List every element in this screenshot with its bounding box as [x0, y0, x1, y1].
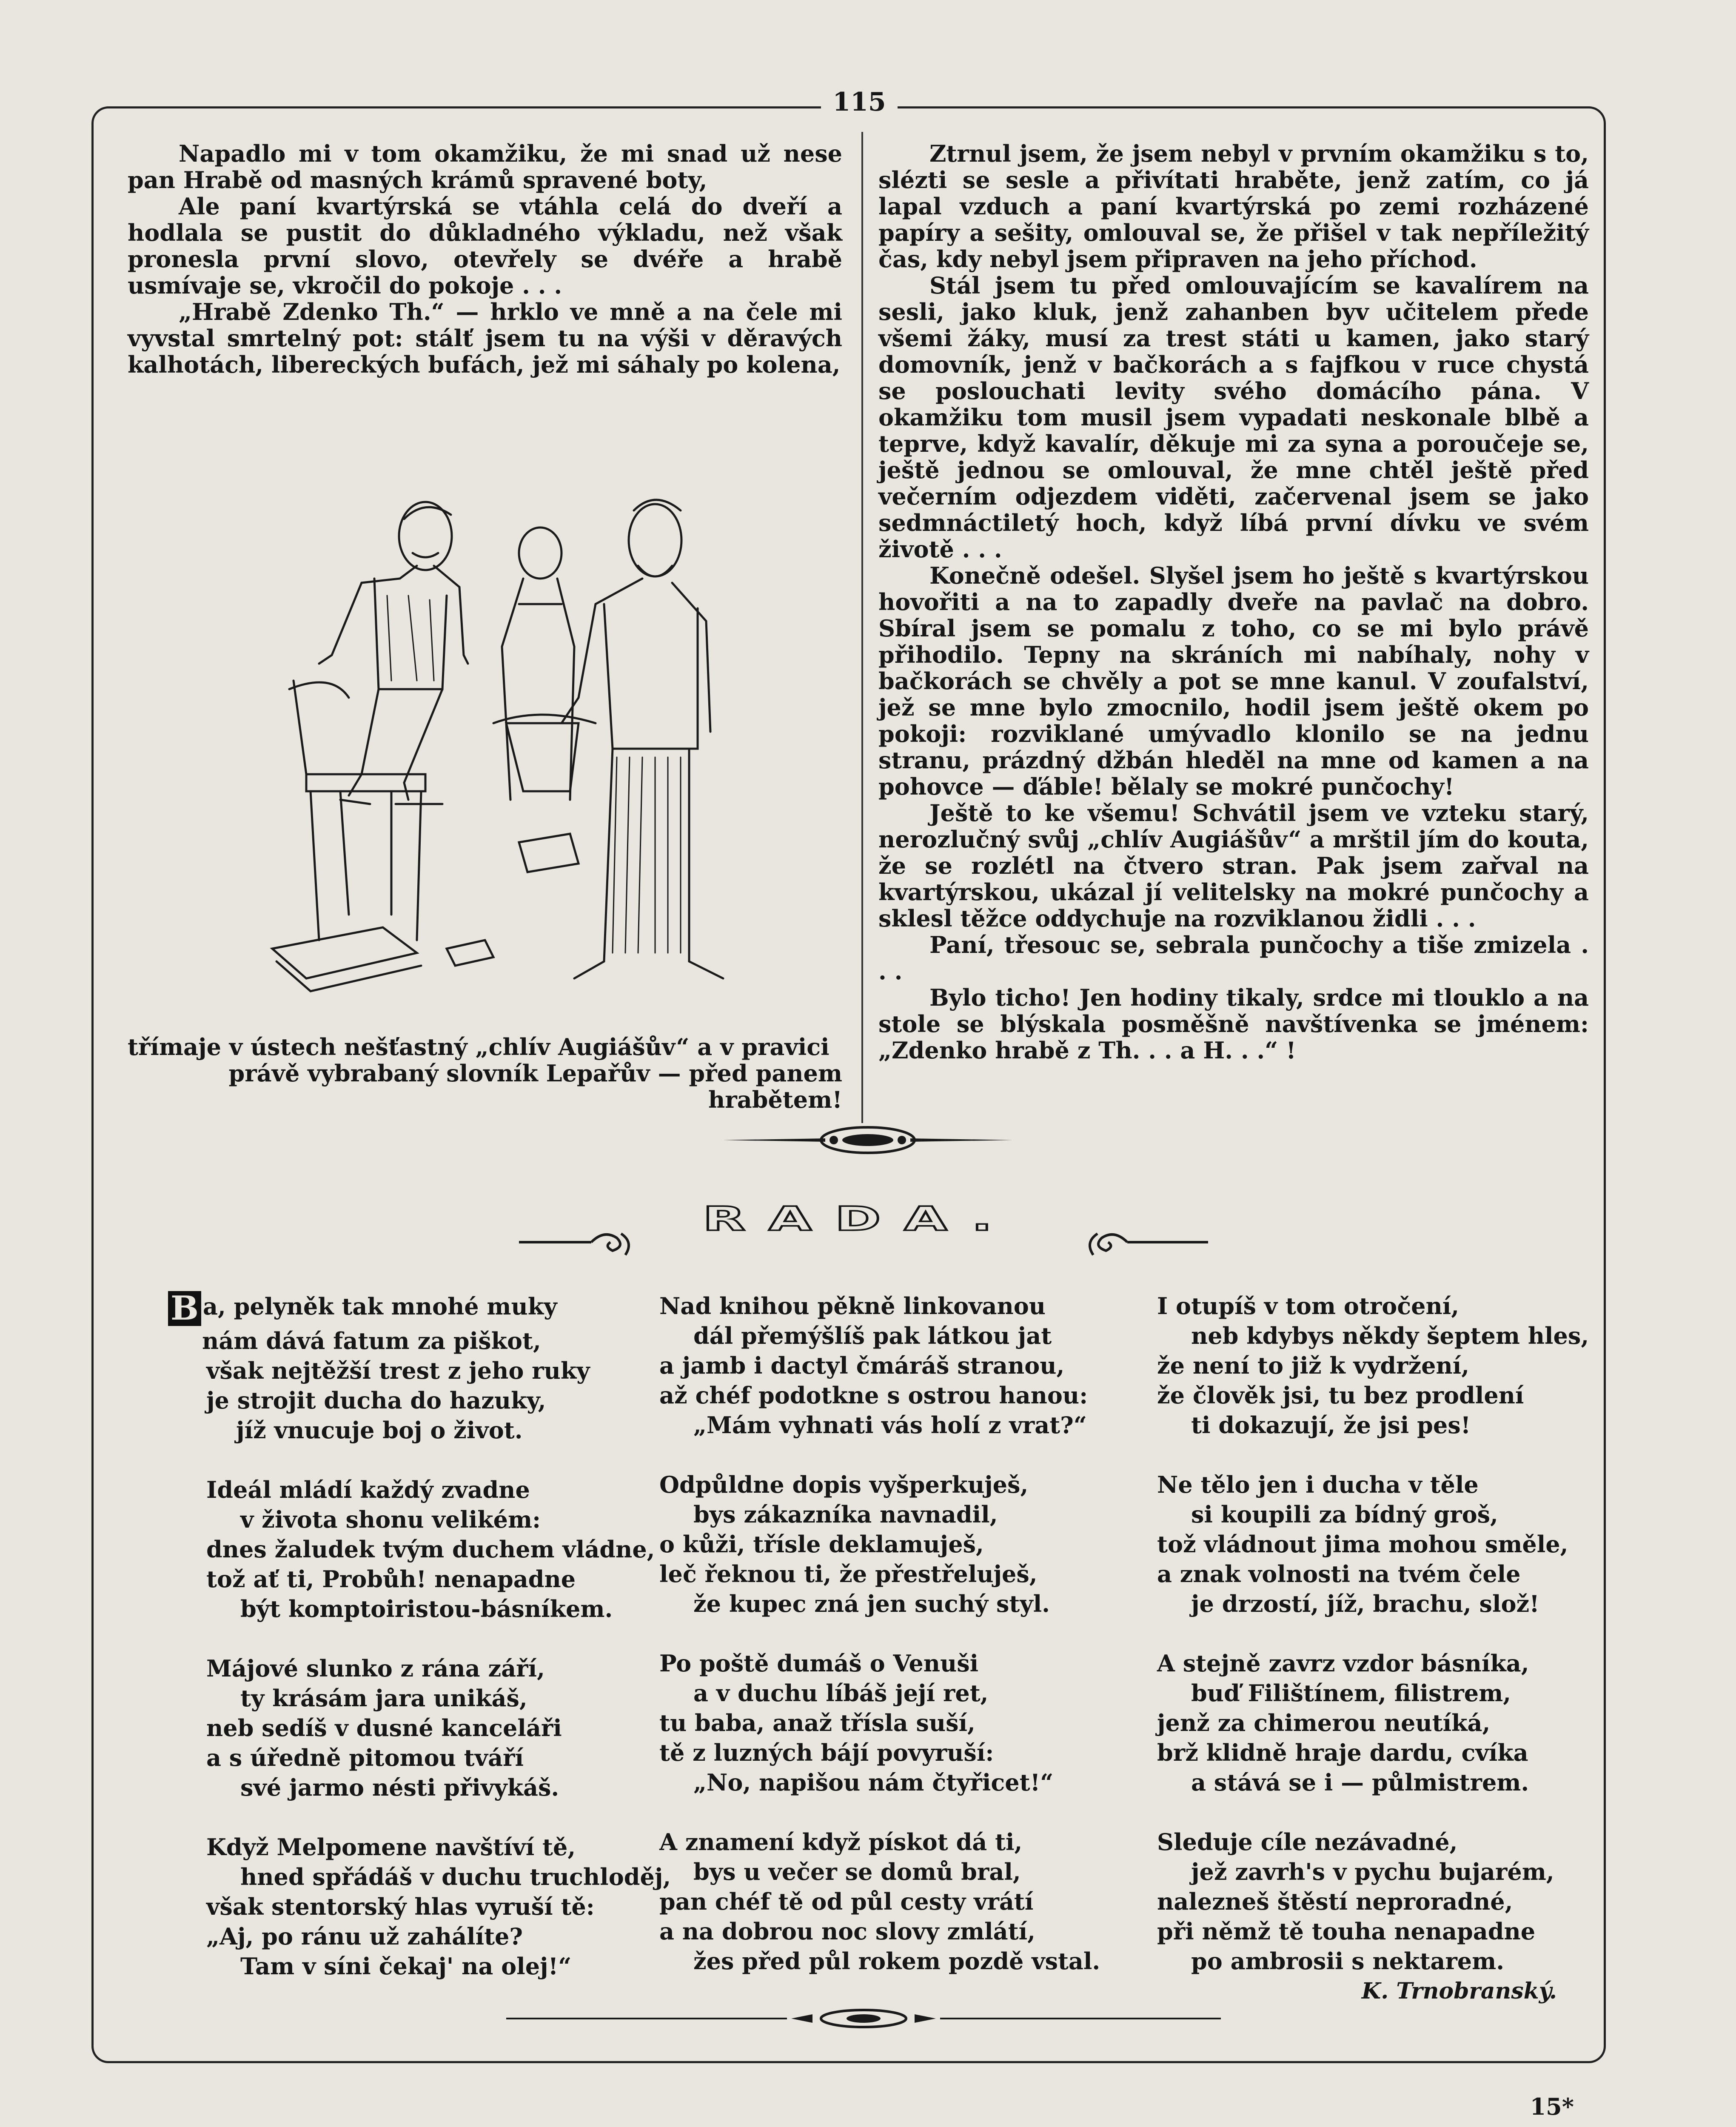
verse-line: brž klidně hraje dardu, cvíka	[1157, 1739, 1528, 1766]
verse-line: a s úředně pitomou tváří	[206, 1744, 524, 1771]
verse-line: a jamb i dactyl čmáráš stranou,	[659, 1352, 1065, 1379]
verse-line: žes před půl rokem pozdě vstal.	[693, 1947, 1100, 1975]
paragraph: Konečně odešel. Slyšel jsem ho ještě s kvartýrskou hovořiti a na to zapadly dveře na pavlač na dobro. Sbíral jsem se pomalu z toho, co se mi bylo právě přihodilo. Tepny na skráních mi nabíhaly, nohy v bačkorách se chvěly a pot se mne kanul. V zoufalství, jež se mne bylo zmocnilo, hodil jsem ještě okem po pokoji: rozviklané umývadlo klonilo se na jednu stranu, prázdný džbán hleděl na mne od kamen a na pohovce — ďáble! bělaly se mokré punčochy!	[878, 562, 1589, 800]
verse-line: Ne tělo jen i ducha v těle	[1157, 1471, 1479, 1498]
drop-cap: B	[168, 1291, 201, 1326]
verse-line: ty krásám jara unikáš,	[240, 1685, 527, 1712]
verse-line: si koupili za bídný groš,	[1191, 1501, 1498, 1528]
verse-line: dnes žaludek tvým duchem vládne,	[206, 1536, 655, 1563]
verse-line: neb kdybys někdy šeptem hles,	[1191, 1322, 1589, 1349]
verse-line: A stejně zavrz vzdor básníka,	[1157, 1650, 1529, 1677]
verse-line	[168, 1291, 671, 1326]
verse-line: při němž tě touha nenapadne	[1157, 1918, 1536, 1945]
left-column	[128, 140, 842, 378]
stanza	[168, 1832, 671, 1981]
stanza	[1157, 1827, 1589, 1976]
stanza	[1157, 1648, 1589, 1797]
verse-line: tož vládnout jima mohou směle,	[1157, 1531, 1568, 1558]
verse-line: že není to již k vydržení,	[1157, 1352, 1470, 1379]
stanza	[659, 1470, 1100, 1619]
paragraph: Napadlo mi v tom okamžiku, že mi snad už nese pan Hrabě od masných krámů spravené boty,	[128, 140, 842, 194]
verse-line: své jarmo nésti přivykáš.	[240, 1774, 559, 1801]
signature-mark: 15*	[1530, 2093, 1574, 2120]
verse-line: však stentorský hlas vyruší tě:	[206, 1893, 595, 1920]
page-number: 115	[821, 87, 898, 117]
verse-line: dál přemýšlíš pak látkou jat	[693, 1322, 1052, 1349]
verse-line: a znak volnosti na tvém čele	[1157, 1560, 1521, 1588]
verse-line: Když Melpomene navštíví tě,	[206, 1833, 576, 1861]
stanza	[659, 1827, 1100, 1976]
stanza	[168, 1291, 671, 1445]
verse-line: a v duchu líbáš její ret,	[693, 1679, 989, 1707]
verse-line: buď Filištínem, filistrem,	[1191, 1679, 1511, 1707]
verse-line: Ideál mládí každý zvadne	[206, 1476, 530, 1503]
verse-line: Po poště dumáš o Venuši	[659, 1650, 979, 1677]
verse-line: Tam v síni čekaj' na olej!“	[240, 1953, 572, 1980]
poem-column-1	[168, 1291, 671, 2011]
column-divider	[861, 132, 863, 1123]
end-rule	[506, 2008, 1221, 2029]
verse-line: a na dobrou noc slovy zmlátí,	[659, 1918, 1035, 1945]
verse-line: Odpůldne dopis vyšperkuješ,	[659, 1471, 1029, 1498]
stanza	[1157, 1291, 1589, 1440]
stanza	[168, 1475, 671, 1624]
verse-line: nám dává fatum za piškot,	[202, 1327, 541, 1354]
right-column	[878, 140, 1589, 1064]
title-flourish-left	[519, 1225, 638, 1259]
verse-line: být komptoiristou-básníkem.	[240, 1595, 613, 1622]
paragraph: Bylo ticho! Jen hodiny tikaly, srdce mi tlouklo a na stole se blýskala posměšně navštívenka se jménem: „Zdenko hrabě z Th. . . a H. . .“ !	[878, 984, 1589, 1064]
verse-line: Sleduje cíle nezávadné,	[1157, 1828, 1458, 1856]
paragraph: Ale paní kvartýrská se vtáhla celá do dveří a hodlala se pustit do důkladného výkladu, než však pronesla první slovo, otevřely se dvéře a hrabě usmívaje se, vkročil do pokoje . . .	[128, 193, 842, 299]
verse-line: tě z luzných bájí povyruší:	[659, 1739, 994, 1766]
verse-line: „No, napišou nám čtyřicet!“	[693, 1769, 1054, 1796]
verse-line: „Aj, po ránu už zahálíte?	[206, 1923, 523, 1950]
paragraph: Ještě to ke všemu! Schvátil jsem ve vzteku starý, nerozlučný svůj „chlív Augiášův“ a mrštil jím do kouta, že se rozlétl na čtvero stran. Pak jsem zařval na kvartýrskou, ukázal jí velitelsky na mokré punčochy a sklesl těžce oddychuje na rozviklanou židli . . .	[878, 799, 1589, 932]
verse-line: v života shonu velikém:	[240, 1506, 541, 1533]
paragraph: Stál jsem tu před omlouvajícím se kavalírem na sesli, jako kluk, jenž zahanben byv učitelem přede všemi žáky, musí za trest státi u kamen, jako starý domovník, jenž v bačkorách a s fajfkou v ruce chystá se poslouchati levity svého domácího pána. V okamžiku tom musil jsem vypadati neskonale blbě a teprve, když kavalír, děkuje mi za syna a poroučeje se, ještě jednou se omlouval, že mne chtěl ještě před večerním odjezdem viděti, začervenal jsem se jako sedmnáctiletý hoch, když líbá první dívku ve svém životě . . .	[878, 272, 1589, 563]
verse-line: tož ať ti, Probůh! nenapadne	[206, 1565, 576, 1593]
verse-line: bys zákazníka navnadil,	[693, 1501, 998, 1528]
caption-line: třímaje v ústech nešťastný „chlív Augiášův“ a v pravici	[128, 1033, 830, 1061]
title-flourish-right	[1080, 1225, 1208, 1259]
verse-line: tu baba, anaž třísla suší,	[659, 1709, 975, 1736]
paragraph: Ztrnul jsem, že jsem nebyl v prvním okamžiku s to, slézti se sesle a přivítati hraběte, jenž zatím, co já lapal vzduch a paní kvartýrská po zemi rozházené papíry a sešity, omlouval se, že přišel v tak nepříležitý čas, kdy nebyl jsem připraven na jeho příchod.	[878, 140, 1589, 273]
verse-line: až chéf podotkne s ostrou hanou:	[659, 1382, 1088, 1409]
verse-line: Májové slunko z rána září,	[206, 1655, 545, 1682]
ornament-divider	[723, 1123, 1012, 1157]
verse-line: jež zavrh's v pychu bujarém,	[1191, 1858, 1554, 1885]
illustration-caption	[128, 1034, 842, 1113]
verse-line: Nad knihou pěkně linkovanou	[659, 1292, 1046, 1320]
verse-line: je drzostí, jíž, brachu, slož!	[1191, 1590, 1539, 1617]
verse-line: ti dokazují, že jsi pes!	[1191, 1411, 1471, 1439]
poem-column-3	[1157, 1291, 1589, 2006]
stanza	[1157, 1470, 1589, 1619]
verse-line: A znamení když pískot dá ti,	[659, 1828, 1023, 1856]
caption-line: právě vybrabaný slovník Lepařův — před panem hrabětem!	[228, 1060, 842, 1113]
verse-line: I otupíš v tom otročení,	[1157, 1292, 1459, 1320]
verse-line: leč řeknou ti, že přestřeluješ,	[659, 1560, 1038, 1588]
verse-line: však nejtěžší trest z jeho ruky	[206, 1357, 590, 1384]
verse-line: jenž za chimerou neutíká,	[1157, 1709, 1491, 1736]
author-signature: K. Trnobranský.	[1361, 1978, 1557, 2004]
stanza	[659, 1291, 1100, 1440]
verse-line: že člověk jsi, tu bez prodlení	[1157, 1382, 1524, 1409]
poem-title: RADA.	[702, 1199, 1016, 1238]
verse-line: jíž vnucuje boj o život.	[236, 1417, 523, 1444]
paragraph: „Hrabě Zdenko Th.“ — hrklo ve mně a na čele mi vyvstal smrtelný pot: stálť jsem tu na výši v děravých kalhotách, libereckých bufách, jež mi sáhaly po kolena,	[128, 298, 842, 378]
verse-line: neb sedíš v dusné kanceláři	[206, 1714, 562, 1742]
stanza	[659, 1648, 1100, 1797]
verse-line: je strojit ducha do hazuky,	[206, 1387, 546, 1414]
verse-line: o kůži, třísle deklamuješ,	[659, 1531, 984, 1558]
stanza	[168, 1654, 671, 1802]
verse-line: nalezneš štěstí neproradné,	[1157, 1888, 1513, 1915]
verse-line: po ambrosii s nektarem.	[1191, 1947, 1505, 1975]
poem-column-2	[659, 1291, 1100, 2006]
illustration-drawing	[264, 425, 753, 1021]
verse-line: a stává se i — půlmistrem.	[1191, 1769, 1529, 1796]
verse-text: a, pelyněk tak mnohé muky	[203, 1293, 557, 1320]
verse-line: pan chéf tě od půl cesty vrátí	[659, 1888, 1034, 1915]
verse-line: bys u večer se domů bral,	[693, 1858, 1021, 1885]
verse-line: hned spřádáš v duchu truchloděj,	[240, 1863, 671, 1890]
verse-line: „Mám vyhnati vás holí z vrat?“	[693, 1411, 1087, 1439]
paragraph: Paní, třesouc se, sebrala punčochy a tiše zmizela . . .	[878, 931, 1589, 985]
verse-line: že kupec zná jen suchý styl.	[693, 1590, 1050, 1617]
